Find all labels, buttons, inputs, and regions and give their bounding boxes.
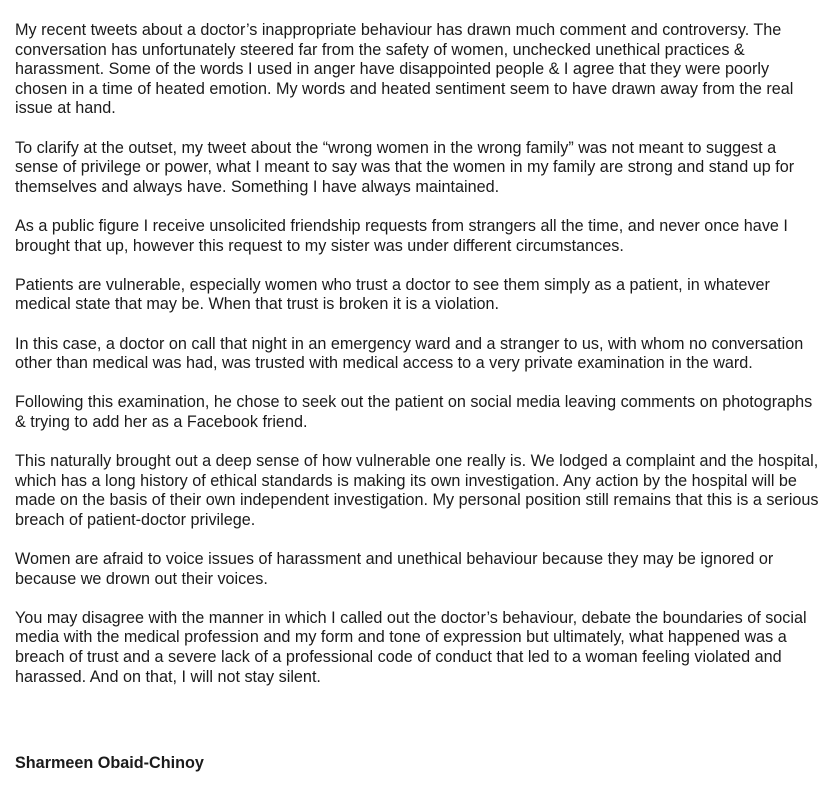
paragraph-9: You may disagree with the manner in which I called out the doctor’s behaviour, debate the boundaries of social media with the medical profession and my form and tone of expression but ultimately, what happened was a breach of trust and a severe lack of a professional code of conduct that led to a woman feeling violated and harassed. And on that, I will not stay silent.	[15, 608, 807, 686]
paragraph-7: This naturally brought out a deep sense of how vulnerable one really is. We lodged a complaint and the hospital, which has a long history of ethical standards is making its own investigation. Any action by the hospital will be made on the basis of their own independent investigation. My personal position still remains that this is a serious breach of patient-doctor privilege.	[15, 452, 819, 529]
paragraph-8: Women are afraid to voice issues of harassment and unethical behaviour because they may be ignored or because we drown out their voices.	[15, 550, 774, 588]
paragraph-1: My recent tweets about a doctor’s inappropriate behaviour has drawn much comment and controversy. The conversation has unfortunately steered far from the safety of women, unchecked unethical practices & harassment. Some of the words I used in anger have disappointed people & I agree that they were poorly chosen in a time of heated emotion. My words and heated sentiment seem to have drawn away from the real issue at hand.	[15, 21, 794, 118]
paragraph-4: Patients are vulnerable, especially women who trust a doctor to see them simply as a patient, in whatever medical state that may be. When that trust is broken it is a violation.	[15, 275, 770, 314]
paragraph-5: In this case, a doctor on call that night in an emergency ward and a stranger to us, with whom no conversation other than medical was had, was trusted with medical access to a very private examination in the ward.	[15, 334, 804, 373]
paragraph-6: Following this examination, he chose to seek out the patient on social media leaving comments on photographs & trying to add her as a Facebook friend.	[15, 393, 813, 431]
paragraph-3: As a public figure I receive unsolicited friendship requests from strangers all the time, and never once have I brought that up, however this request to my sister was under different circumstances.	[15, 216, 788, 255]
paragraph-2: To clarify at the outset, my tweet about the “wrong women in the wrong family” was not meant to suggest a sense of privilege or power, what I meant to say was that the women in my family are strong and stand up for themselves and always have. Something I have always maintained.	[15, 138, 795, 196]
statement-body	[15, 21, 821, 707]
signature: Sharmeen Obaid-Chinoy	[15, 754, 204, 772]
